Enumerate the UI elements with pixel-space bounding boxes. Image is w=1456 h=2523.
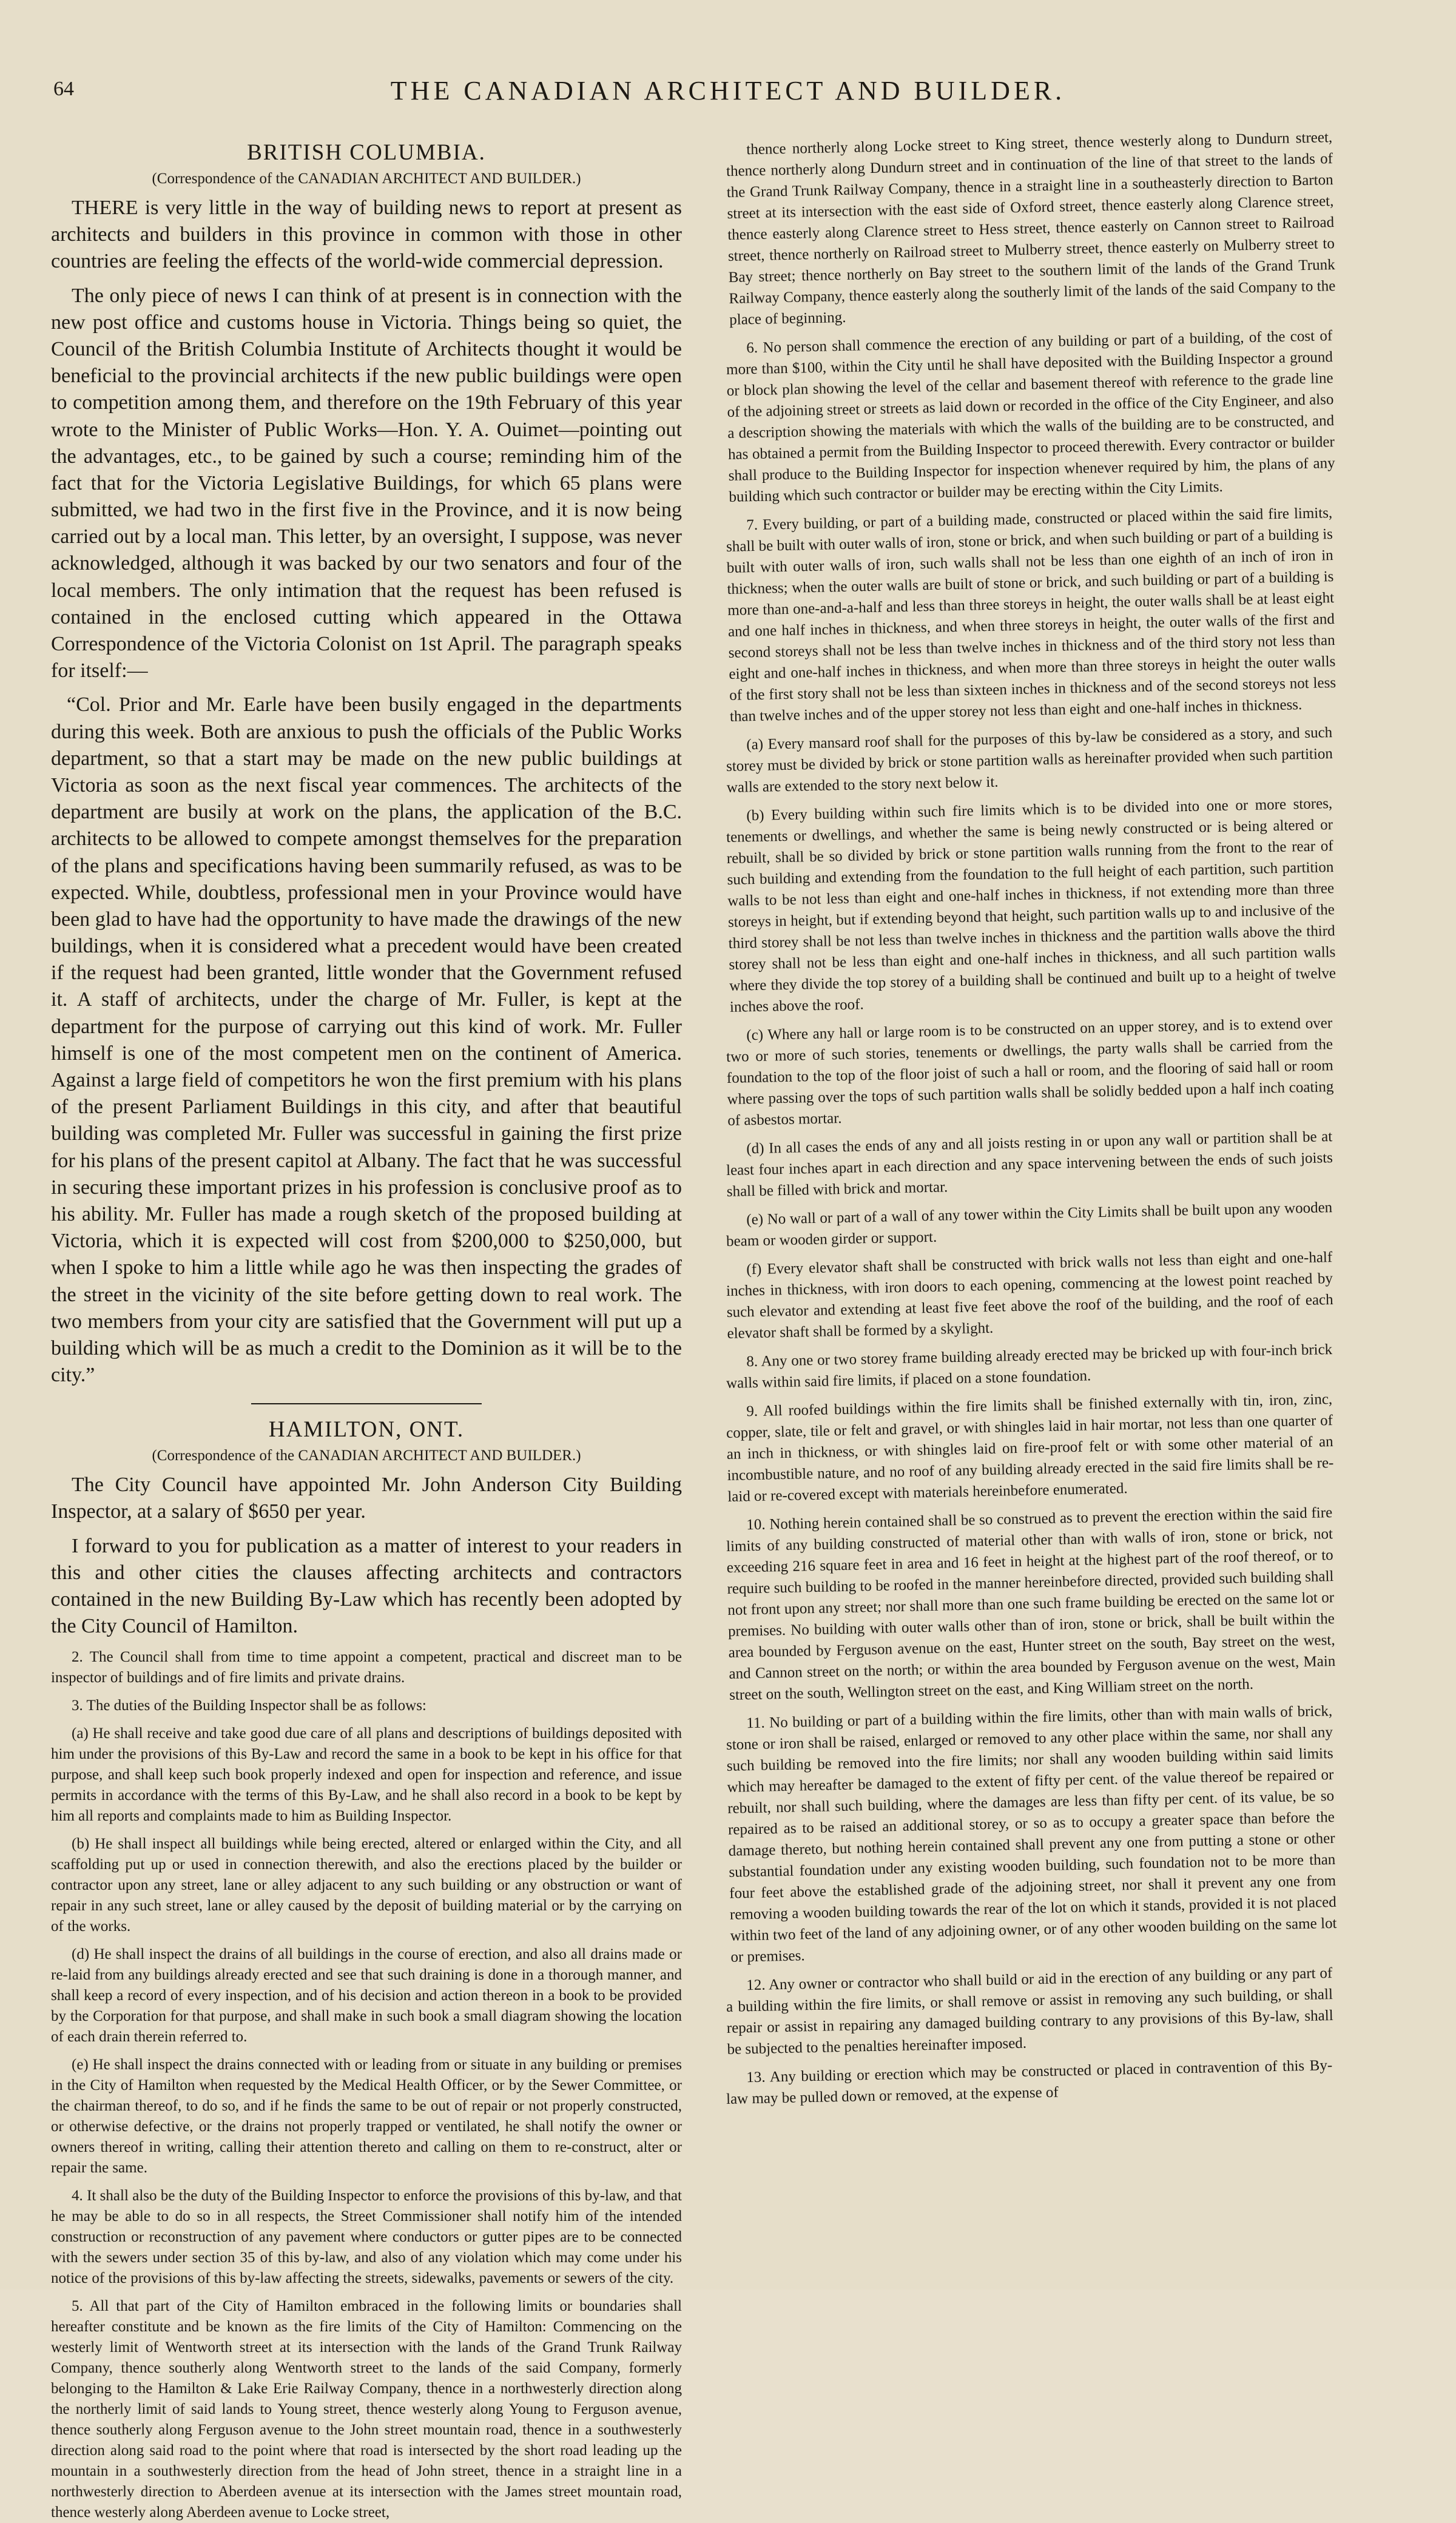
left-column xyxy=(51,140,682,2521)
fire-limits-continued: thence northerly along Locke street to King street, thence westerly along to Dundurn street, thence northerly along Dundurn street and in continuation of the line of that street to the lands of the Grand Trunk Railway Company, thence in a straight line in a southeasterly direction to Barton street at its intersection with the east side of Oxford street, thence easterly along Clarence street, thence easterly along Clarence street to Hess street, thence easterly on Cannon street to Railroad street, thence northerly on Railroad street to Mulberry street, thence easterly on Mulberry street to Bay street; thence northerly on Bay street to the southern limit of the lands of the Grand Trunk Railway Company, thence easterly along the southerly limit of the lands of the said Company to the place of beginning. xyxy=(726,129,1336,328)
clause-13: 13. Any building or erection which may be constructed or placed in contravention of this By-law may be pulled down or removed, at the expense of xyxy=(726,2057,1333,2107)
hamilton-intro xyxy=(51,1416,682,1640)
bc-paragraph-2: The only piece of news I can think of at present is in connection with the new post office and customs house in Victoria. Things being so quiet, the Council of the British Columbia Institute of Architects thought it would be beneficial to the provincial architects if the new public buildings were open to competition among them, and therefore on the 19th February of this year wrote to the Minister of Public Works—Hon. Y. A. Ouimet—pointing out the advantages, etc., to be gained by such a course; reminding him of the fact that for the Victoria Legislative Buildings, for which 65 plans were submitted, we had two in the first five in the Province, and it is now being carried out by a local man. This letter, by an oversight, I suppose, was never acknowledged, although it was backed by our two senators and four of the local members. The only intimation that the request has been refused is contained in the enclosed cutting which appeared in the Ottawa Correspondence of the Victoria Colonist on 1st April. The paragraph speaks for itself:— xyxy=(51,284,682,682)
clause-7e: (e) No wall or part of a wall of any tower within the City Limits shall be built upon any wooden beam or wooden girder or support. xyxy=(726,1199,1333,1250)
page-number: 64 xyxy=(53,78,74,100)
hamilton-correspondence: (Correspondence of the CANADIAN ARCHITECT AND BUILDER.) xyxy=(152,1447,581,1464)
bc-paragraph-1: THERE is very little in the way of building news to report at present as architects and builders in this province in common with those in other countries are feeling the effects of the world-wide commercial depression. xyxy=(51,197,682,273)
bc-heading: BRITISH COLUMBIA. xyxy=(247,140,486,165)
section-divider xyxy=(251,1403,482,1404)
bc-quoted-cutting: “Col. Prior and Mr. Earle have been busily engaged in the departments during this week. Both are anxious to push the officials of the Public Works department, so that a start may be made on the new public buildings at Victoria as soon as the next fiscal year commences. The architects of the department are busily at work on the plans, the application of the B.C. architects to be allowed to compete amongst themselves for the preparation of the plans and specifications having been summarily refused, as was to be expected. While, doubtless, professional men in your Province would have been glad to have had the opportunity to have made the drawings of the new buildings, when it is considered what a precedent would have been created if the request had been granted, little wonder that the Government refused it. A staff of architects, under the charge of Mr. Fuller, is kept at the department for the purpose of carrying out this kind of work. Mr. Fuller himself is one of the most competent men on the continent of America. Against a large field of competitors he won the first premium with his plans of the present Parliament Buildings in this city, and after that beautiful building was completed Mr. Fuller was successful in gaining the first prize for his plans of the present capitol at Albany. The fact that he was successful in securing these important prizes in his profession is conclusive proof as to his ability. Mr. Fuller has made a rough sketch of the proposed building at Victoria, which it is expected will cost from $200,000 to $250,000, but when I spoke to him a little while ago he was then inspecting the grades of the street in the vicinity of the site before getting down to real work. The two members from your city are satisfied that the Government will put up a building which will be as much a credit to the Dominion as it will be to the city.” xyxy=(51,693,682,1387)
hamilton-bylaw-clauses xyxy=(51,1647,682,2523)
clause-2: 2. The Council shall from time to time appoint a competent, practical and discreet man to be inspector of buildings and of fire limits and private drains. xyxy=(51,1649,682,1686)
clause-8: 8. Any one or two storey frame building already erected may be bricked up with four-inch brick walls within said fire limits, if placed on a stone foundation. xyxy=(726,1341,1333,1392)
clause-9: 9. All roofed buildings within the fire limits shall be finished externally with tin, iron, zinc, copper, slate, tile or felt and gravel, or with shingles laid in hair mortar, not less than one quarter of an inch in thickness, or with shingles laid on fire-proof felt or with some other material of an incombustible nature, and no roof of any building already erected in the said fire limits shall be re-laid or re-covered except with materials hereinbefore enumerated. xyxy=(726,1391,1334,1505)
clause-6: 6. No person shall commence the erection of any building or part of a building, of the cost of more than $100, within the City until he shall have deposited with the Building Inspector a ground or block plan showing the level of the cellar and basement thereof with reference to the grade line of the adjoining street or streets as laid down or recorded in the office of the City Engineer, and also a description showing the materials with which the walls of the building are to be constructed, and has obtained a permit from the Building Inspector to proceed therewith. Every contractor or builder shall produce to the Building Inspector for inspection whenever required by him, the plans of any building which such contractor or builder may be erecting within the City Limits. xyxy=(726,328,1335,505)
clause-5: 5. All that part of the City of Hamilton embraced in the following limits or boundaries shall hereafter constitute and be known as the fire limits of the City of Hamilton: Commencing on the westerly limit of Wentworth street at its intersection with the lands of the Grand Trunk Railway Company, thence southerly along Wentworth street to the lands of the said Company, formerly belonging to the Hamilton & Lake Erie Railway Company, thence in a northwesterly direction along the northerly limit of said lands to Young street, thence westerly along Young to Ferguson avenue, thence southerly along Ferguson avenue to the John street mountain road, thence in a southwesterly direction along said road to the point where that road is intersected by the short road leading up the mountain in a southwesterly direction from the head of John street, thence in a straight line in a northwesterly direction to Aberdeen avenue at its intersection with the James street mountain road, thence westerly along Aberdeen avenue to Locke street, xyxy=(51,2298,682,2521)
clause-3b: (b) He shall inspect all buildings while being erected, altered or enlarged within the City, and all scaffolding put up or used in connection therewith, and also the erections placed by the builder or contractor upon any street, lane or alley adjacent to any such building or any obstruction or want of repair in any such street, lane or alley caused by the deposit of building material or by the carrying on of the works. xyxy=(51,1836,682,1935)
clause-7d: (d) In all cases the ends of any and all joists resting in or upon any wall or partition shall be at least four inches apart in each direction and any space intervening between the ends of such joists shall be filled with brick and mortar. xyxy=(726,1128,1333,1200)
clause-7: 7. Every building, or part of a building made, constructed or placed within the said fire limits, shall be built with outer walls of iron, stone or brick, and when such building or part of a building is built with outer walls of iron, such walls shall not be less than one eighth of an inch of iron in thickness; when the outer walls are built of stone or brick, and such building or part of a building is more than one-and-a-half and less than three storeys in height, the outer walls shall be at least eight and one half inches in thickness, and when three storeys in height, the outer walls of the first and second storeys shall not be less than twelve inches in thickness and of the third story not less than eight and one-half inches in thickness, and when more than three storeys in height the outer walls of the first story shall not be less than sixteen inches in thickness and of the second storeys not less than twelve inches and of the upper storey not less than eight and one-half inches in thickness. xyxy=(726,505,1336,725)
hamilton-paragraph-1: The City Council have appointed Mr. John Anderson City Building Inspector, at a salary of $650 per year. xyxy=(51,1474,682,1523)
clause-10: 10. Nothing herein contained shall be so construed as to prevent the erection within the said fire limits of any building constructed of material other than with walls of iron, stone or brick, not exceeding 216 square feet in area and 16 feet in height at the highest part of the roof thereof, or to require such building to be roofed in the manner hereinbefore directed, provided such building shall not front upon any street; nor shall more than one such frame building be erected on the same lot or premises. No building with outer walls other than of iron, stone or brick, shall be built within the area bounded by Ferguson avenue on the east, Hunter street on the south, Bay street on the west, and Cannon street on the north; or within the area bounded by Ferguson avenue on the west, Main street on the south, Wellington street on the east, and King William street on the north. xyxy=(726,1504,1336,1703)
bc-correspondence: (Correspondence of the CANADIAN ARCHITECT AND BUILDER.) xyxy=(152,170,581,187)
clause-11: 11. No building or part of a building within the fire limits, other than with main walls of brick, stone or iron shall be raised, enlarged or removed to any other place within the same, nor shall any such building be removed into the fire limits; nor shall any wooden building within said limits which may hereafter be damaged to the extent of fifty per cent. of the value thereof be repaired or rebuilt, nor shall such building, where the damages are less than fifty per cent. of its value, be so repaired as to be raised an additional storey, or so as to occupy a greater space than before the damage thereto, but nothing herein contained shall prevent any one from putting a stone or other substantial foundation under any existing wooden building, such foundation not to be more than four feet above the established grade of the adjoining street, nor shall it prevent any one from removing a wooden building towards the rear of the lot on which it stands, provided it is not placed within two feet of the land of any adjoining owner, or of any other wooden building on the same lot or premises. xyxy=(726,1703,1337,1966)
clause-7f: (f) Every elevator shaft shall be constructed with brick walls not less than eight and one-half inches in thickness, with iron doors to each opening, commencing at the lowest point reached by such elevator and extending at least five feet above the roof of the building, and the roof of each elevator shaft shall be formed by a skylight. xyxy=(726,1249,1333,1342)
clause-12: 12. Any owner or contractor who shall build or aid in the erection of any building or any part of a building within the fire limits, or shall remove or assist in removing any such building, or shall repair or assist in repairing any damaged building contrary to any provisions of this By-law, shall be subjected to the penalties hereinafter imposed. xyxy=(726,1965,1333,2058)
bc-article xyxy=(51,140,682,1389)
clause-7a: (a) Every mansard roof shall for the purposes of this by-law be considered as a story, and such storey must be divided by brick or stone partition walls as hereinafter provided when such partition walls are extended to the story next below it. xyxy=(726,724,1333,796)
clause-4: 4. It shall also be the duty of the Building Inspector to enforce the provisions of this by-law, and that he may be able to do so in all respects, the Street Commissioner shall notify him of the intended construction or reconstruction of any pavement where conductors or gutter pipes are to be connected with the sewers under section 35 of this by-law, and also of any violation which may come under his notice of the provisions of this by-law affecting the streets, sidewalks, pavements or sewers of the city. xyxy=(51,2188,682,2287)
clause-3e: (e) He shall inspect the drains connected with or leading from or situate in any building or premises in the City of Hamilton when requested by the Medical Health Officer, or by the Sewer Committee, or the chairman thereof, to do so, and if he finds the same to be out of repair or not properly constructed, or otherwise defective, or the drains not properly trapped or ventilated, he shall notify the owner or owners thereof in writing, calling their attention thereto and calling on them to re-construct, alter or repair the same. xyxy=(51,2056,682,2177)
running-title: THE CANADIAN ARCHITECT AND BUILDER. xyxy=(390,76,1066,106)
right-column xyxy=(726,129,1337,2263)
clause-3a: (a) He shall receive and take good due care of all plans and descriptions of buildings deposited with him under the provisions of this By-Law and record the same in a book to be kept in his office for that purpose, and shall keep such book properly indexed and open for inspection and reference, and issue permits in accordance with the terms of this By-Law, and he shall also record in a book to be kept by him all reports and complaints made to him as Building Inspector. xyxy=(51,1725,682,1825)
clause-3: 3. The duties of the Building Inspector shall be as follows: xyxy=(72,1697,426,1714)
clause-3d: (d) He shall inspect the drains of all buildings in the course of erection, and also all drains made or re-laid from any buildings already erected and see that such draining is done in a thorough manner, and shall keep a record of every inspection, and of his decision and action thereon in a book to be provided by the Corporation for that purpose, and shall make in such book a small diagram showing the location of each drain therein referred to. xyxy=(51,1946,682,2046)
clause-7c: (c) Where any hall or large room is to be constructed on an upper storey, and is to extend over two or more of such stories, tenements or dwellings, the party walls shall be carried from the foundation to the top of the floor joist of such a hall or room, and the flooring of said hall or room where passing over the tops of such partition walls shall be solidly bedded upon a half inch coating of asbestos mortar. xyxy=(726,1015,1334,1129)
hamilton-paragraph-2: I forward to you for publication as a matter of interest to your readers in this and other cities the clauses affecting architects and contractors contained in the new Building By-Law which has recently been adopted by the City Council of Hamilton. xyxy=(51,1534,682,1638)
hamilton-heading: HAMILTON, ONT. xyxy=(268,1417,465,1443)
clause-7b: (b) Every building within such fire limits which is to be divided into one or more stores, tenements or dwellings, and whether the same is being newly constructed or is being altered or rebuilt, shall be so divided by brick or stone partition walls running from the front to the rear of such building and extending from the foundation to the full height of each partition, such partition walls to be not less than eight and one-half inches in thickness, if not extending more than three storeys in height, but if extending beyond that height, such partition walls up to and inclusive of the third storey shall be not less than twelve inches in thickness and the partition walls above the third storey shall not be less than eight and one-half inches in thickness, and all such partition walls where they divide the top storey of a building shall be continued and built up to a height of twelve inches above the roof. xyxy=(726,795,1336,1016)
